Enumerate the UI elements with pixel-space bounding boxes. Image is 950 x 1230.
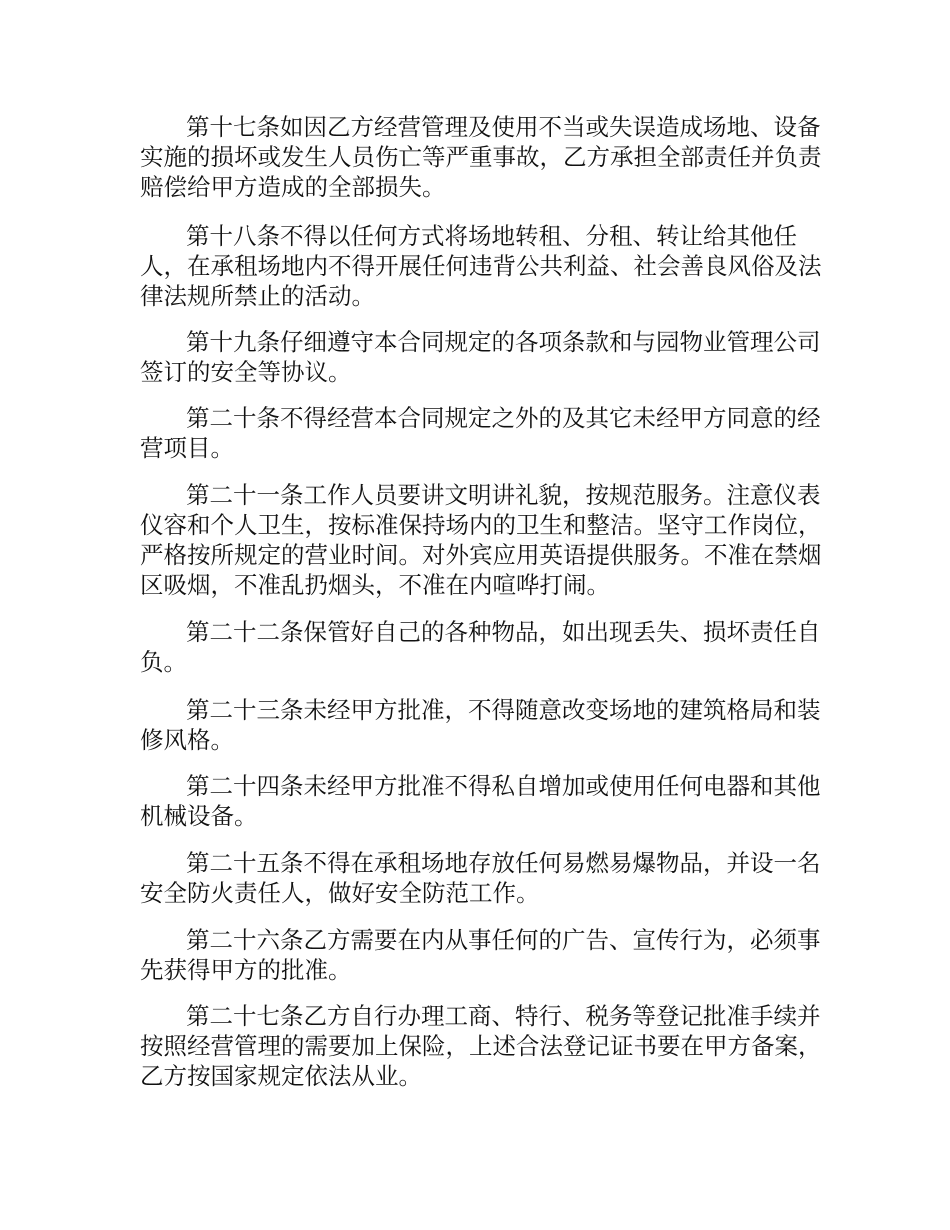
article-18: 第十八条不得以任何方式将场地转租、分租、转让给其他任人，在承租场地内不得开展任何违背公共利益、社会善良风俗及法律法规所禁止的活动。 <box>140 222 822 310</box>
article-20: 第二十条不得经营本合同规定之外的及其它未经甲方同意的经营项目。 <box>140 404 821 462</box>
article-26: 第二十六条乙方需要在内从事任何的广告、宣传行为，必须事先获得甲方的批准。 <box>140 926 821 984</box>
article-25: 第二十五条不得在承租场地存放任何易燃易爆物品，并设一名安全防火责任人，做好安全防范工作。 <box>140 849 821 907</box>
article-23: 第二十三条未经甲方批准，不得随意改变场地的建筑格局和装修风格。 <box>140 696 821 754</box>
article-27: 第二十七条乙方自行办理工商、特行、税务等登记批准手续并按照经营管理的需要加上保险，上述合法登记证书要在甲方备案，乙方按国家规定依法从业。 <box>140 1002 822 1090</box>
article-22: 第二十二条保管好自己的各种物品，如出现丢失、损坏责任自负。 <box>140 618 821 676</box>
article-19: 第十九条仔细遵守本合同规定的各项条款和与园物业管理公司签订的安全等协议。 <box>140 328 821 386</box>
article-17: 第十七条如因乙方经营管理及使用不当或失误造成场地、设备实施的损坏或发生人员伤亡等严重事故，乙方承担全部责任并负责赔偿给甲方造成的全部损失。 <box>140 113 822 201</box>
article-21: 第二十一条工作人员要讲文明讲礼貌，按规范服务。注意仪表仪容和个人卫生，按标准保持场内的卫生和整洁。坚守工作岗位，严格按所规定的营业时间。对外宾应用英语提供服务。不准在禁烟区吸烟，不准乱扔烟头，不准在内喧哗打闹。 <box>140 481 822 599</box>
article-24: 第二十四条未经甲方批准不得私自增加或使用任何电器和其他机械设备。 <box>140 772 821 830</box>
